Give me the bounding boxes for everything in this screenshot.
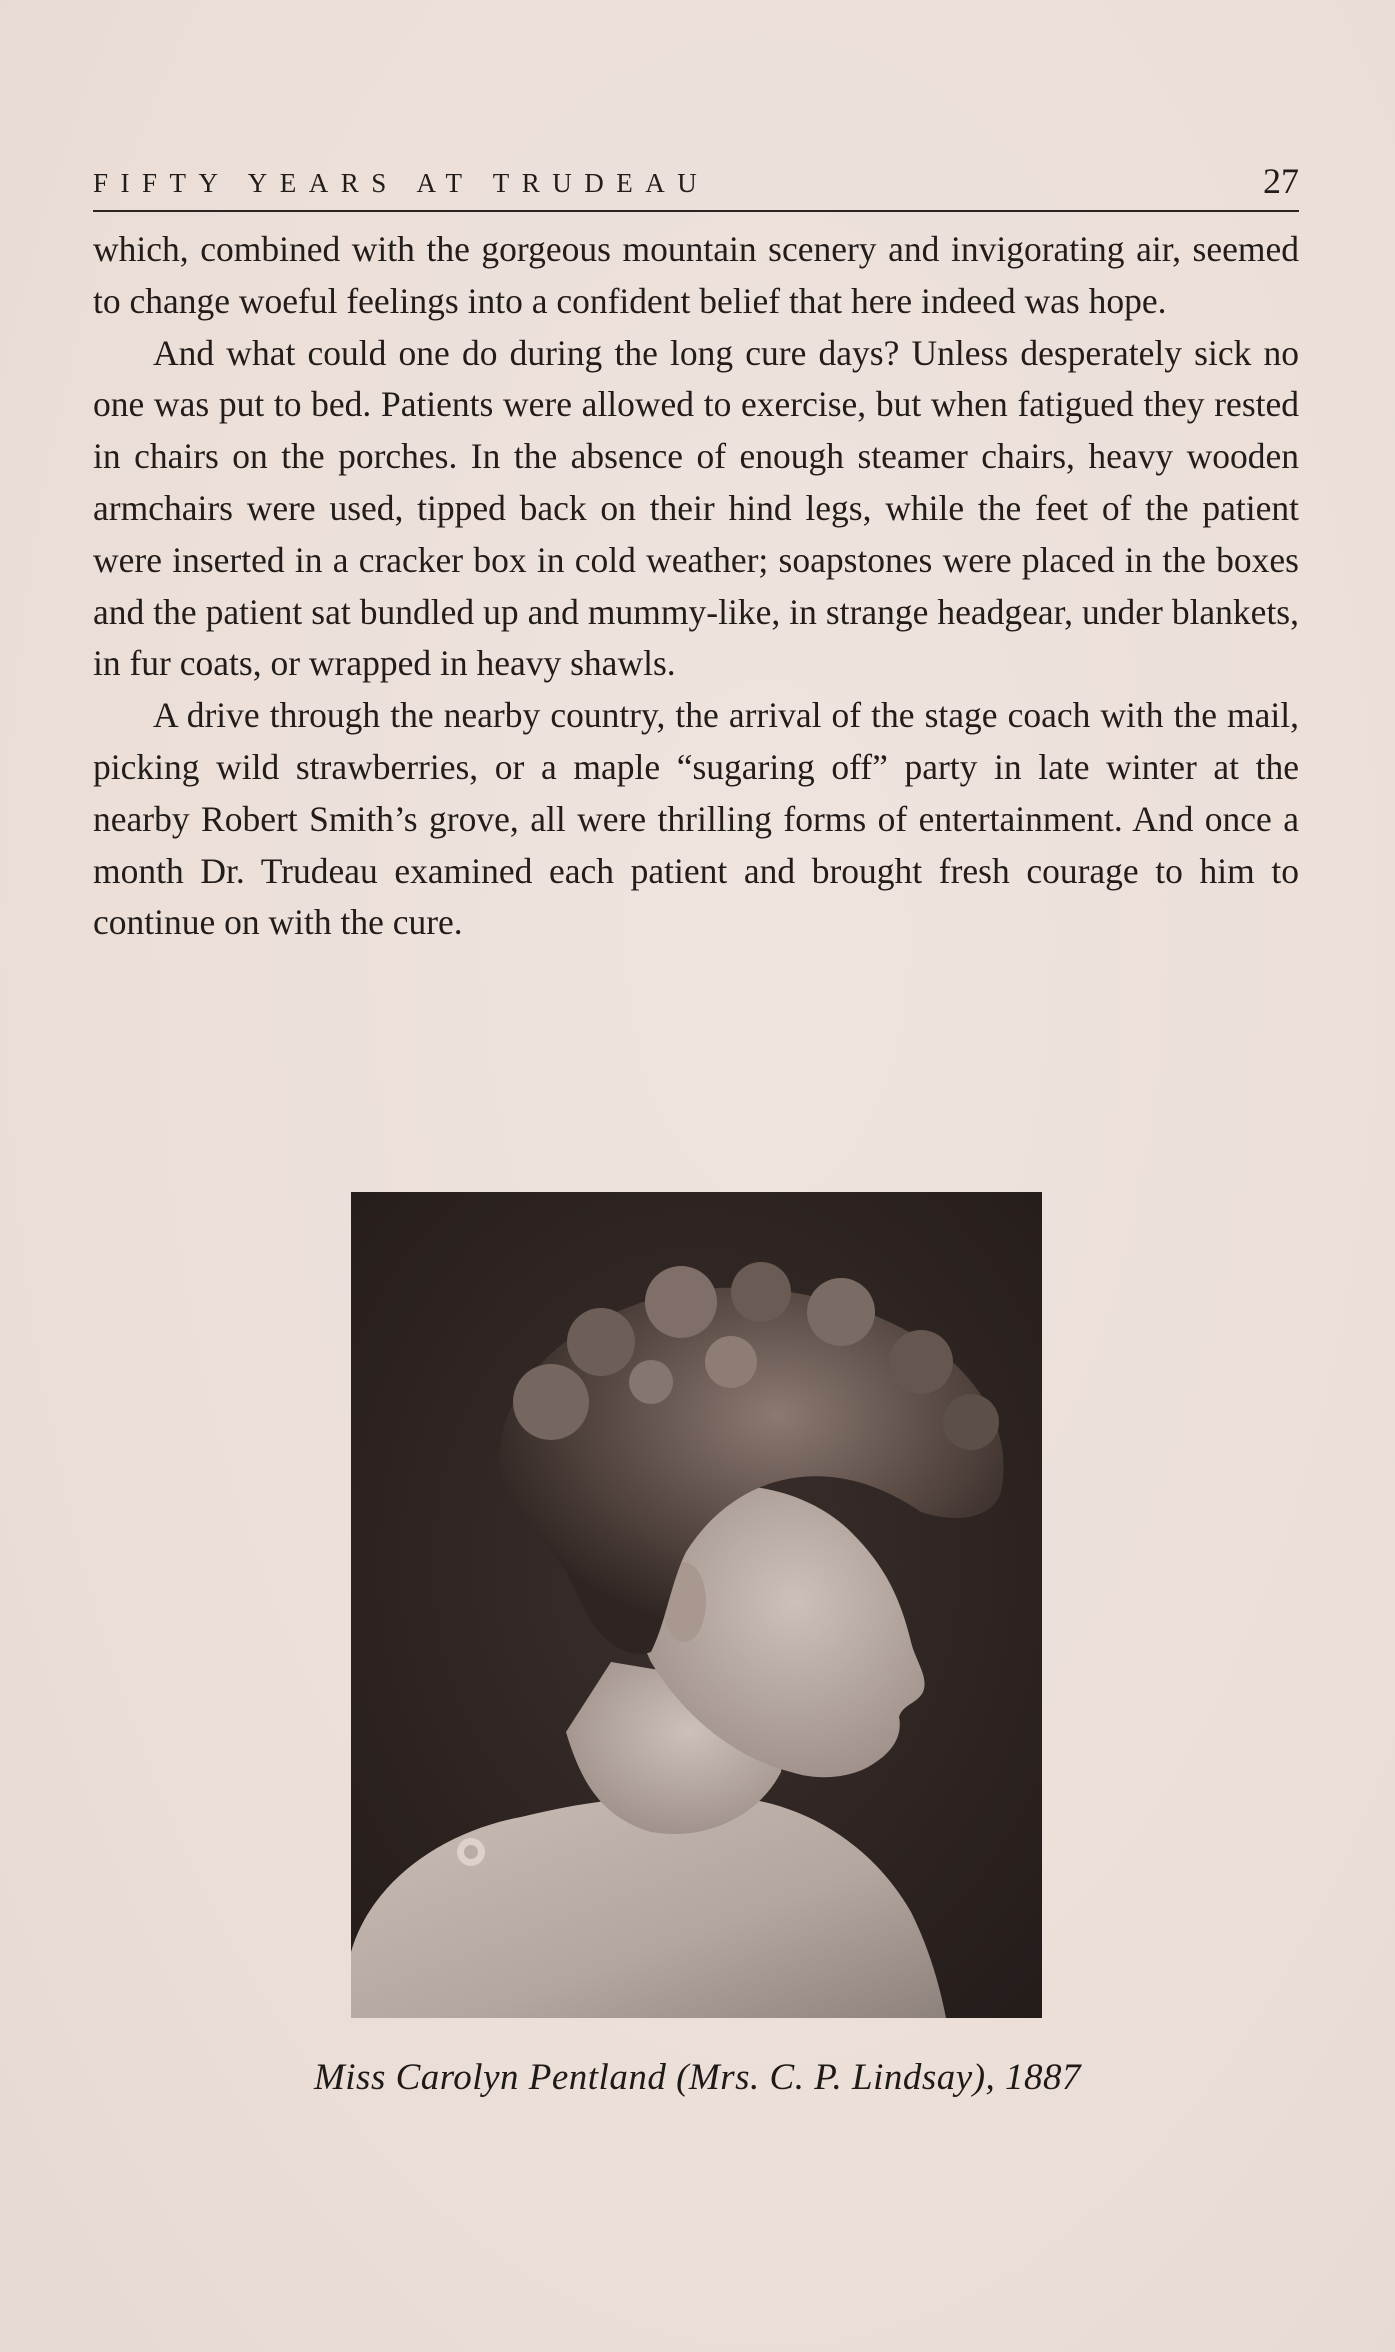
page-number: 27 (1263, 161, 1299, 201)
running-head (93, 160, 1299, 212)
paragraph-cure-days: And what could one do during the long cure days? Unless desperately sick no one was put to bed. Patients were allowed to exercise, but when fatigued they rested in chairs on the porches. In the absence of enough steamer chairs, heavy wooden armchairs were used, tipped back on their hind legs, while the feet of the patient were inserted in a cracker box in cold weather; soapstones were placed in the boxes and the patient sat bundled up and mummy-like, in strange headgear, under blankets, in fur coats, or wrapped in heavy shawls. (93, 332, 1299, 684)
figure-caption: Miss Carolyn Pentland (Mrs. C. P. Lindsay), 1887 (313, 2057, 1082, 2098)
running-title: FIFTY YEARS AT TRUDEAU (93, 168, 710, 198)
paragraph-continuation: which, combined with the gorgeous mountain scenery and invigorating air, seemed to change woeful feelings into a confident belief that here indeed was hope. (93, 229, 1299, 321)
body-text (93, 224, 1299, 949)
paragraph-entertainment: A drive through the nearby country, the arrival of the stage coach with the mail, picking wild strawberries, or a maple “sugaring off” party in late winter at the nearby Robert Smith’s grove, all were thrilling forms of entertainment. And once a month Dr. Trudeau examined each patient and brought fresh courage to him to continue on with the cure. (93, 695, 1299, 943)
portrait-photograph (351, 1192, 1042, 2018)
portrait-illustration (351, 1192, 1042, 2018)
